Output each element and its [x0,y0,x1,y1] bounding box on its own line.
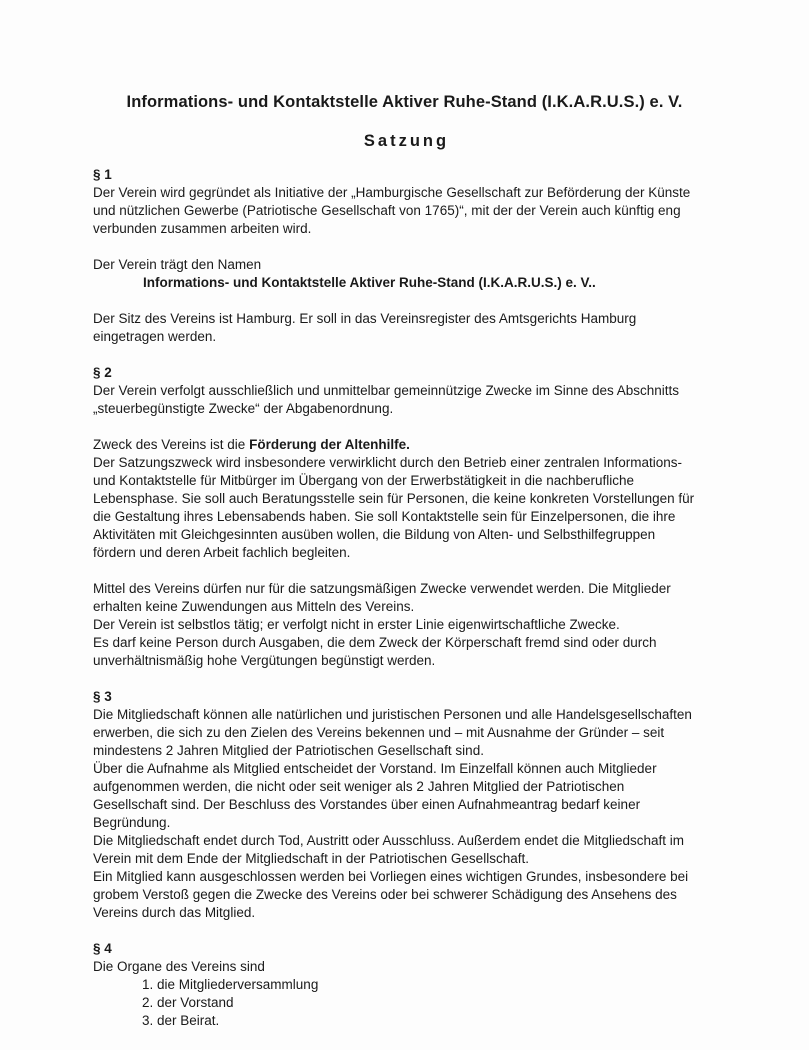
purpose-prefix: Zweck des Vereins ist die [93,437,250,452]
section-4-heading: § 4 [93,941,112,956]
section-1-line: verbunden zusammen arbeiten wird. [93,221,312,236]
section-3-line: Verein mit dem Ende der Mitgliedschaft in der Patriotischen Gesellschaft. [93,851,529,866]
section-1-line: Der Verein wird gegründet als Initiative der „Hamburgische Gesellschaft zur Beförderung der Künste [93,185,691,200]
paragraph-gap [93,562,733,580]
section-2-line: und Kontaktstelle für Mitbürger im Übergang von der Erwerbstätigkeit in die nachberufliche [93,473,635,488]
section-3-line: erwerben, die sich zu den Zielen des Vereins bekennen und – mit Ausnahme der Gründer – seit [93,725,665,740]
purpose-line [93,436,733,454]
paragraph-gap [93,292,733,310]
section-3-heading: § 3 [93,689,112,704]
purpose-bold: Förderung der Altenhilfe. [249,437,410,452]
section-3-line: Ein Mitglied kann ausgeschlossen werden bei Vorliegen eines wichtigen Grundes, insbesondere bei [93,869,689,884]
paragraph-gap [93,238,733,256]
organs-list-item: 1. die Mitgliederversammlung [142,977,319,992]
section-2-line: Mittel des Vereins dürfen nur für die satzungsmäßigen Zwecke verwendet werden. Die Mitglieder [93,581,671,596]
paragraph-gap [93,418,733,436]
section-2-line: Es darf keine Person durch Ausgaben, die dem Zweck der Körperschaft fremd sind oder durch [93,635,657,650]
section-3-line: Begründung. [93,815,171,830]
section-1-line: und nützlichen Gewerbe (Patriotische Gesellschaft von 1765)“, mit der der Verein auch künftig eng [93,203,681,218]
section-3-line: mindestens 2 Jahren Mitglied der Patriotischen Gesellschaft sind. [93,743,484,758]
organs-intro: Die Organe des Vereins sind [93,959,265,974]
section-2-line: die Gestaltung ihres Lebensabends haben. Sie soll Kontaktstelle sein für Einzelpersonen, die ihre [93,509,676,524]
section-2-line: erhalten keine Zuwendungen aus Mitteln des Vereins. [93,599,415,614]
name-intro: Der Verein trägt den Namen [93,257,262,272]
section-3-line: Die Mitgliedschaft endet durch Tod, Austritt oder Ausschluss. Außerdem endet die Mitgliedschaft im [93,833,685,848]
section-2-line: fördern und deren Arbeit fachlich begleiten. [93,545,351,560]
section-1-line: Der Sitz des Vereins ist Hamburg. Er soll in das Vereinsregister des Amtsgerichts Hamburg [93,311,637,326]
section-2-line: Lebensphase. Sie soll auch Beratungsstelle sein für Personen, die keine konkreten Vorstellungen für [93,491,695,506]
paragraph-gap [93,922,733,940]
section-2-line: Der Verein verfolgt ausschließlich und unmittelbar gemeinnützige Zwecke im Sinne des Abschnitts [93,383,680,398]
section-3-line: Über die Aufnahme als Mitglied entscheidet der Vorstand. Im Einzelfall können auch Mitglieder [93,761,657,776]
section-3-line: Vereins durch das Mitglied. [93,905,256,920]
section-2-line: Der Verein ist selbstlos tätig; er verfolgt nicht in erster Linie eigenwirtschaftliche Zwecke. [93,617,620,632]
paragraph-gap [93,346,733,364]
section-2-line: unverhältnismäßig hohe Vergütungen begünstigt werden. [93,653,436,668]
paragraph-gap [93,670,733,688]
section-3-line: Die Mitgliedschaft können alle natürlichen und juristischen Personen und alle Handelsgesellschaften [93,707,692,722]
section-1-line: eingetragen werden. [93,329,217,344]
organs-list-item: 2. der Vorstand [142,995,234,1010]
document-body [93,166,733,1030]
section-3-line: aufgenommen werden, die nicht oder seit weniger als 2 Jahren Mitglied der Patriotischen [93,779,625,794]
document-subtitle: Satzung [363,132,450,150]
section-2-line: „steuerbegünstigte Zwecke“ der Abgabenordnung. [93,401,394,416]
organs-list-item: 3. der Beirat. [142,1013,220,1028]
section-2-line: Der Satzungszweck wird insbesondere verwirklicht durch den Betrieb einer zentralen Informations- [93,455,683,470]
section-2-heading: § 2 [93,365,112,380]
section-2-line: Aktivitäten mit Gleichgesinnten ausüben wollen, die Bildung von Alten- und Selbsthilfegruppen [93,527,656,542]
section-3-line: grobem Verstoß gegen die Zwecke des Vereins oder bei schwerer Schädigung des Ansehens des [93,887,677,902]
section-1-heading: § 1 [93,167,112,182]
document-title: Informations- und Kontaktstelle Aktiver Ruhe-Stand (I.K.A.R.U.S.) e. V. [126,93,683,111]
section-3-line: Gesellschaft sind. Der Beschluss des Vorstandes über einen Aufnahmeantrag bedarf keiner [93,797,641,812]
association-name: Informations- und Kontaktstelle Aktiver Ruhe-Stand (I.K.A.R.U.S.) e. V.. [143,275,596,290]
